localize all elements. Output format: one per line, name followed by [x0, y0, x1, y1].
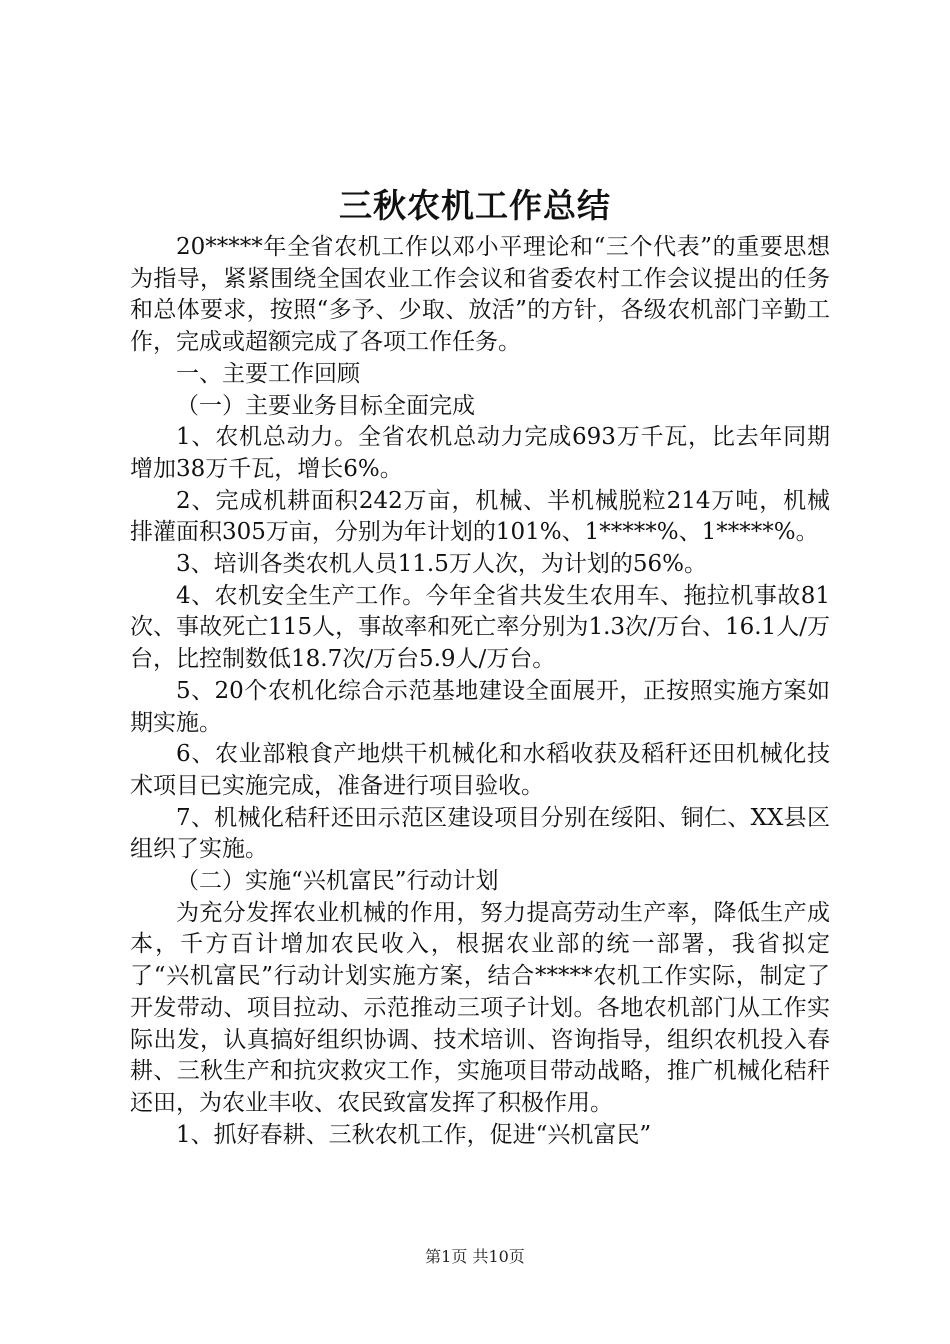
paragraph-item: 2、完成机耕面积242万亩，机械、半机械脱粒214万吨，机械排灌面积305万亩，分别为年计划的101%、1*****%、1*****%。 [130, 487, 830, 546]
subsection-heading: （二）实施“兴机富民”行动计划 [176, 868, 499, 895]
paragraph-item: 4、农机安全生产工作。今年全省共发生农用车、拖拉机事故81次、事故死亡115人，事故率和死亡率分别为1.3次/万台、16.1人/万台，比控制数低18.7次/万台5.9人/万台。 [130, 582, 830, 673]
paragraph-item: 5、20个农机化综合示范基地建设全面展开，正按照实施方案如期实施。 [130, 677, 830, 736]
paragraph-item: 1、抓好春耕、三秋农机工作，促进“兴机富民” [176, 1121, 652, 1148]
paragraph-item: 6、农业部粮食产地烘干机械化和水稻收获及稻秆还田机械化技术项目已实施完成，准备进行项目验收。 [130, 741, 830, 799]
section-heading: 一、主要工作回顾 [176, 360, 360, 387]
paragraph-body: 为充分发挥农业机械的作用，努力提高劳动生产率，降低生产成本，千方百计增加农民收入，根据农业部的统一部署，我省拟定了“兴机富民”行动计划实施方案，结合*****农机工作实际，制定了开发带动、项目拉动、示范推动三项子计划。各地农机部门从工作实际出发，认真搞好组织协调、技术培训、咨询指导，组织农机投入春耕、三秋生产和抗灾救灾工作，实施项目带动战略，推广机械化秸秆还田，为农业丰收、农民致富发挥了积极作用。 [130, 899, 830, 1116]
page-footer: 第1页 共10页 [425, 1247, 525, 1266]
paragraph-item: 7、机械化秸秆还田示范区建设项目分别在绥阳、铜仁、XX县区组织了实施。 [130, 804, 830, 863]
document-title: 三秋农机工作总结 [339, 186, 611, 225]
paragraph-intro: 20*****年全省农机工作以邓小平理论和“三个代表”的重要思想为指导，紧紧围绕全国农业工作会议和省委农村工作会议提出的任务和总体要求，按照“多予、少取、放活”的方针，各级农机部门辛勤工作，完成或超额完成了各项工作任务。 [130, 234, 830, 356]
paragraph-item: 3、培训各类农机人员11.5万人次，为计划的56%。 [176, 551, 707, 578]
paragraph-item: 1、农机总动力。全省农机总动力完成693万千瓦，比去年同期增加38万千瓦，增长6%。 [130, 424, 830, 482]
document-body [130, 232, 830, 1151]
subsection-heading: （一）主要业务目标全面完成 [176, 392, 475, 419]
